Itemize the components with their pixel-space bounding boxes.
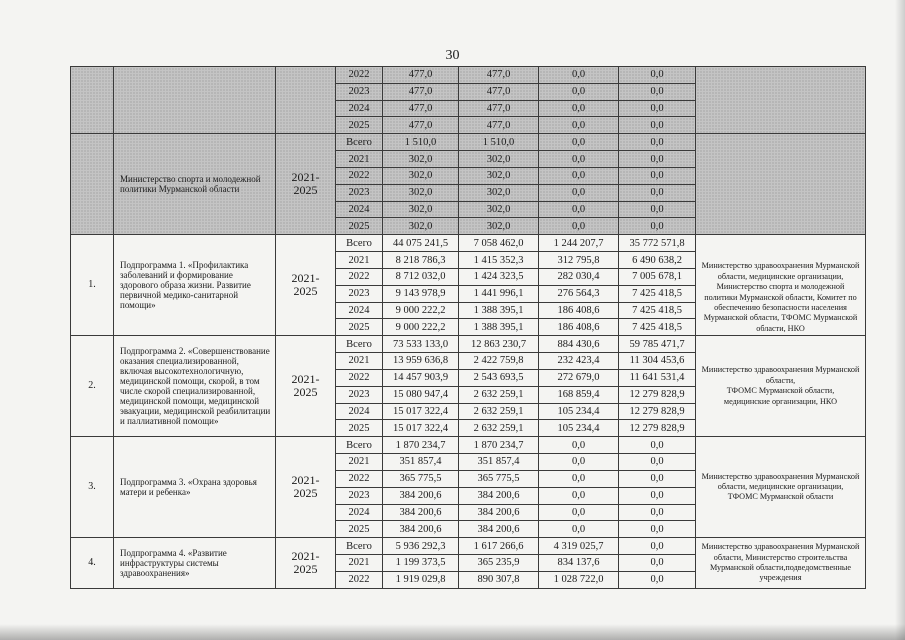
amount-cell: 0,0 xyxy=(539,487,619,504)
year-cell: 2022 xyxy=(336,167,383,184)
year-cell: Всего xyxy=(336,437,383,454)
year-cell: 2024 xyxy=(336,403,383,420)
amount-cell: 0,0 xyxy=(539,151,619,168)
amount-cell: 232 423,4 xyxy=(539,353,619,370)
amount-cell: 8 218 786,3 xyxy=(383,252,459,269)
scan-edge-shadow-bottom xyxy=(0,624,905,640)
table-row xyxy=(71,67,866,84)
year-cell: 2023 xyxy=(336,83,383,100)
amount-cell: 15 017 322,4 xyxy=(383,420,459,437)
amount-cell: 477,0 xyxy=(459,117,539,134)
year-cell: 2021 xyxy=(336,252,383,269)
amount-cell: 302,0 xyxy=(383,184,459,201)
amount-cell: 1 441 996,1 xyxy=(459,285,539,302)
amount-cell: 9 000 222,2 xyxy=(383,319,459,336)
amount-cell: 282 030,4 xyxy=(539,268,619,285)
amount-cell: 365 235,9 xyxy=(459,555,539,572)
amount-cell: 384 200,6 xyxy=(383,521,459,538)
year-cell: Всего xyxy=(336,235,383,252)
amount-cell: 9 000 222,2 xyxy=(383,302,459,319)
amount-cell: 302,0 xyxy=(459,167,539,184)
period-cell: 2021- 2025 xyxy=(276,235,336,336)
amount-cell: 12 863 230,7 xyxy=(459,336,539,353)
amount-cell: 2 543 693,5 xyxy=(459,369,539,386)
group-number: 1. xyxy=(71,235,114,336)
responsible-cell: Министерство здравоохранения Мурманской области, медицинские организации, Министерство спорта и молодежной политики Мурманской области, Комитет по обеспечению безопасности населения Мурманской области, ТФОМС Мурманской области, НКО xyxy=(696,235,866,336)
year-cell: 2021 xyxy=(336,454,383,471)
amount-cell: 477,0 xyxy=(459,100,539,117)
amount-cell: 1 415 352,3 xyxy=(459,252,539,269)
subprogram-name: Подпрограмма 2. «Совершенствование оказания специализированной, включая высокотехнологичную, медицинской помощи, скорой, в том числе скорой специализированной, медицинской помощи, медицинской эвакуации, медицинской реабилитации и паллиативной помощи» xyxy=(114,336,276,437)
year-cell: 2022 xyxy=(336,268,383,285)
year-cell: 2024 xyxy=(336,100,383,117)
amount-cell: 0,0 xyxy=(619,571,696,588)
amount-cell: 0,0 xyxy=(539,454,619,471)
period-cell: 2021- 2025 xyxy=(276,336,336,437)
amount-cell: 384 200,6 xyxy=(459,504,539,521)
amount-cell: 1 388 395,1 xyxy=(459,319,539,336)
amount-cell: 0,0 xyxy=(539,201,619,218)
amount-cell: 302,0 xyxy=(383,151,459,168)
amount-cell: 2 422 759,8 xyxy=(459,353,539,370)
amount-cell: 0,0 xyxy=(619,487,696,504)
amount-cell: 302,0 xyxy=(383,218,459,235)
amount-cell: 15 017 322,4 xyxy=(383,403,459,420)
year-cell: 2025 xyxy=(336,218,383,235)
amount-cell: 5 936 292,3 xyxy=(383,538,459,555)
year-cell: 2021 xyxy=(336,353,383,370)
group-number: 4. xyxy=(71,538,114,588)
amount-cell: 0,0 xyxy=(619,134,696,151)
amount-cell: 276 564,3 xyxy=(539,285,619,302)
period-cell: 2021- 2025 xyxy=(276,437,336,538)
table-row xyxy=(71,235,866,252)
amount-cell: 7 425 418,5 xyxy=(619,319,696,336)
amount-cell: 0,0 xyxy=(619,538,696,555)
group-number: 2. xyxy=(71,336,114,437)
amount-cell: 1 617 266,6 xyxy=(459,538,539,555)
responsible-cell xyxy=(696,67,866,134)
amount-cell: 0,0 xyxy=(619,218,696,235)
amount-cell: 0,0 xyxy=(619,454,696,471)
year-cell: 2022 xyxy=(336,369,383,386)
amount-cell: 1 388 395,1 xyxy=(459,302,539,319)
amount-cell: 12 279 828,9 xyxy=(619,420,696,437)
amount-cell: 0,0 xyxy=(619,83,696,100)
amount-cell: 351 857,4 xyxy=(459,454,539,471)
funding-table xyxy=(70,66,866,589)
year-cell: 2025 xyxy=(336,319,383,336)
amount-cell: 302,0 xyxy=(459,151,539,168)
table-row xyxy=(71,538,866,555)
amount-cell: 477,0 xyxy=(383,83,459,100)
responsible-cell: Министерство здравоохранения Мурманской области, Министерство строительства Мурманской области,подведомственные учреждения xyxy=(696,538,866,588)
amount-cell: 0,0 xyxy=(539,83,619,100)
amount-cell: 8 712 032,0 xyxy=(383,268,459,285)
responsible-cell: Министерство здравоохранения Мурманской области, ТФОМС Мурманской области, медицинские организации, НКО xyxy=(696,336,866,437)
amount-cell: 477,0 xyxy=(459,67,539,84)
amount-cell: 0,0 xyxy=(539,100,619,117)
year-cell: 2025 xyxy=(336,117,383,134)
amount-cell: 0,0 xyxy=(619,151,696,168)
year-cell: 2023 xyxy=(336,487,383,504)
amount-cell: 0,0 xyxy=(619,67,696,84)
subprogram-name: Министерство спорта и молодежной политики Мурманской области xyxy=(114,134,276,235)
period-cell: 2021- 2025 xyxy=(276,134,336,235)
table-row xyxy=(71,437,866,454)
year-cell: 2024 xyxy=(336,302,383,319)
amount-cell: 0,0 xyxy=(619,167,696,184)
year-cell: 2025 xyxy=(336,420,383,437)
year-cell: 2022 xyxy=(336,470,383,487)
amount-cell: 0,0 xyxy=(539,134,619,151)
amount-cell: 0,0 xyxy=(539,184,619,201)
amount-cell: 1 870 234,7 xyxy=(459,437,539,454)
year-cell: Всего xyxy=(336,134,383,151)
amount-cell: 477,0 xyxy=(383,67,459,84)
period-cell xyxy=(276,67,336,134)
year-cell: 2021 xyxy=(336,555,383,572)
year-cell: 2023 xyxy=(336,184,383,201)
responsible-cell: Министерство здравоохранения Мурманской области, медицинские организации, ТФОМС Мурманской области xyxy=(696,437,866,538)
year-cell: Всего xyxy=(336,336,383,353)
period-cell: 2021- 2025 xyxy=(276,538,336,588)
amount-cell: 0,0 xyxy=(539,117,619,134)
amount-cell: 105 234,4 xyxy=(539,420,619,437)
table-row xyxy=(71,134,866,151)
amount-cell: 15 080 947,4 xyxy=(383,386,459,403)
amount-cell: 302,0 xyxy=(459,184,539,201)
amount-cell: 59 785 471,7 xyxy=(619,336,696,353)
amount-cell: 73 533 133,0 xyxy=(383,336,459,353)
subprogram-name: Подпрограмма 1. «Профилактика заболеваний и формирование здорового образа жизни. Развитие первичной медико-санитарной помощи» xyxy=(114,235,276,336)
amount-cell: 186 408,6 xyxy=(539,302,619,319)
amount-cell: 0,0 xyxy=(539,437,619,454)
amount-cell: 0,0 xyxy=(539,218,619,235)
amount-cell: 105 234,4 xyxy=(539,403,619,420)
amount-cell: 12 279 828,9 xyxy=(619,403,696,420)
year-cell: 2021 xyxy=(336,151,383,168)
amount-cell: 834 137,6 xyxy=(539,555,619,572)
year-cell: 2023 xyxy=(336,386,383,403)
amount-cell: 0,0 xyxy=(619,521,696,538)
amount-cell: 1 199 373,5 xyxy=(383,555,459,572)
amount-cell: 302,0 xyxy=(459,218,539,235)
amount-cell: 477,0 xyxy=(383,117,459,134)
amount-cell: 1 870 234,7 xyxy=(383,437,459,454)
year-cell: 2024 xyxy=(336,504,383,521)
amount-cell: 11 304 453,6 xyxy=(619,353,696,370)
amount-cell: 890 307,8 xyxy=(459,571,539,588)
amount-cell: 7 058 462,0 xyxy=(459,235,539,252)
year-cell: 2022 xyxy=(336,67,383,84)
amount-cell: 1 028 722,0 xyxy=(539,571,619,588)
amount-cell: 1 510,0 xyxy=(459,134,539,151)
amount-cell: 4 319 025,7 xyxy=(539,538,619,555)
amount-cell: 365 775,5 xyxy=(383,470,459,487)
amount-cell: 0,0 xyxy=(619,504,696,521)
amount-cell: 384 200,6 xyxy=(459,487,539,504)
amount-cell: 0,0 xyxy=(619,470,696,487)
amount-cell: 1 919 029,8 xyxy=(383,571,459,588)
page-number: 30 xyxy=(445,48,460,63)
amount-cell: 0,0 xyxy=(539,504,619,521)
amount-cell: 302,0 xyxy=(383,167,459,184)
amount-cell: 351 857,4 xyxy=(383,454,459,471)
year-cell: 2025 xyxy=(336,521,383,538)
amount-cell: 12 279 828,9 xyxy=(619,386,696,403)
subprogram-name: Подпрограмма 4. «Развитие инфраструктуры системы здравоохранения» xyxy=(114,538,276,588)
amount-cell: 0,0 xyxy=(619,555,696,572)
amount-cell: 9 143 978,9 xyxy=(383,285,459,302)
amount-cell: 477,0 xyxy=(383,100,459,117)
amount-cell: 0,0 xyxy=(539,470,619,487)
amount-cell: 7 005 678,1 xyxy=(619,268,696,285)
amount-cell: 11 641 531,4 xyxy=(619,369,696,386)
amount-cell: 0,0 xyxy=(619,100,696,117)
amount-cell: 0,0 xyxy=(619,201,696,218)
group-number xyxy=(71,67,114,134)
year-cell: Всего xyxy=(336,538,383,555)
year-cell: 2022 xyxy=(336,571,383,588)
amount-cell: 0,0 xyxy=(619,117,696,134)
amount-cell: 6 490 638,2 xyxy=(619,252,696,269)
amount-cell: 384 200,6 xyxy=(383,504,459,521)
amount-cell: 2 632 259,1 xyxy=(459,386,539,403)
amount-cell: 884 430,6 xyxy=(539,336,619,353)
responsible-cell xyxy=(696,134,866,235)
amount-cell: 302,0 xyxy=(459,201,539,218)
amount-cell: 0,0 xyxy=(539,521,619,538)
amount-cell: 1 424 323,5 xyxy=(459,268,539,285)
amount-cell: 186 408,6 xyxy=(539,319,619,336)
amount-cell: 14 457 903,9 xyxy=(383,369,459,386)
amount-cell: 168 859,4 xyxy=(539,386,619,403)
amount-cell: 0,0 xyxy=(539,67,619,84)
amount-cell: 384 200,6 xyxy=(383,487,459,504)
amount-cell: 312 795,8 xyxy=(539,252,619,269)
amount-cell: 13 959 636,8 xyxy=(383,353,459,370)
amount-cell: 7 425 418,5 xyxy=(619,302,696,319)
subprogram-name xyxy=(114,67,276,134)
amount-cell: 1 244 207,7 xyxy=(539,235,619,252)
group-number xyxy=(71,134,114,235)
subprogram-name: Подпрограмма 3. «Охрана здоровья матери и ребенка» xyxy=(114,437,276,538)
amount-cell: 365 775,5 xyxy=(459,470,539,487)
amount-cell: 2 632 259,1 xyxy=(459,420,539,437)
amount-cell: 302,0 xyxy=(383,201,459,218)
amount-cell: 0,0 xyxy=(619,184,696,201)
amount-cell: 2 632 259,1 xyxy=(459,403,539,420)
year-cell: 2023 xyxy=(336,285,383,302)
table-row xyxy=(71,336,866,353)
amount-cell: 44 075 241,5 xyxy=(383,235,459,252)
amount-cell: 35 772 571,8 xyxy=(619,235,696,252)
amount-cell: 384 200,6 xyxy=(459,521,539,538)
year-cell: 2024 xyxy=(336,201,383,218)
amount-cell: 0,0 xyxy=(539,167,619,184)
scan-edge-shadow-right xyxy=(895,0,905,640)
amount-cell: 272 679,0 xyxy=(539,369,619,386)
amount-cell: 1 510,0 xyxy=(383,134,459,151)
group-number: 3. xyxy=(71,437,114,538)
amount-cell: 7 425 418,5 xyxy=(619,285,696,302)
amount-cell: 477,0 xyxy=(459,83,539,100)
amount-cell: 0,0 xyxy=(619,437,696,454)
